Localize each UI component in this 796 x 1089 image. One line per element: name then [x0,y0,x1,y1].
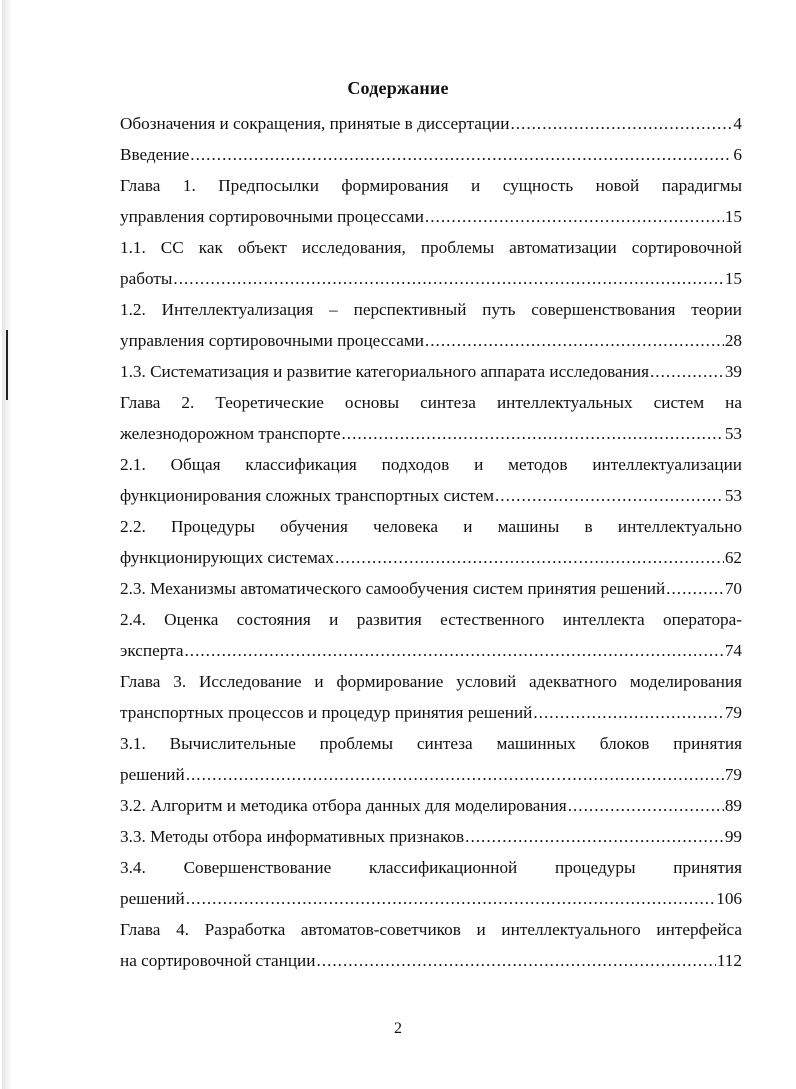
toc-entry-text: эксперта [120,641,184,660]
toc-entry-line [120,418,742,449]
toc-entry [120,790,742,821]
toc-entry-line [120,759,742,790]
dot-leader [465,821,724,852]
toc-entry [120,170,742,232]
toc-entry-line: 2.2. Процедуры обучения человека и машины в интеллектуально [120,517,742,536]
dot-leader [341,418,723,449]
toc-entry [120,914,742,976]
toc-entry-text: управления сортировочными процессами [120,331,424,350]
dot-leader [173,263,723,294]
toc-entry-line [120,945,742,976]
dot-leader [510,108,732,139]
toc-entry-page: 6 [733,145,742,164]
toc-entry-page: 99 [724,827,742,846]
toc-entry-line [120,821,742,852]
toc-entry-page: 4 [733,114,742,133]
toc-entry [120,387,742,449]
toc-entry-text: управления сортировочными процессами [120,207,424,226]
toc-entry-text: решений [120,765,185,784]
toc-entry-text: 3.2. Алгоритм и методика отбора данных для моделирования [120,796,567,815]
dot-leader [425,325,724,356]
toc-entry-text: решений [120,889,185,908]
scan-shadow [2,0,12,1089]
table-of-contents [120,108,742,976]
toc-entry-line [120,108,742,139]
toc-entry [120,852,742,914]
toc-entry-line [120,356,742,387]
toc-entry-text: функционирующих системах [120,548,334,567]
toc-entry [120,294,742,356]
toc-entry [120,232,742,294]
page-number: 2 [394,1020,402,1037]
toc-entry-page: 53 [724,424,742,443]
toc-entry-line: Глава 4. Разработка автоматов-советчиков и интеллектуального интерфейса [120,920,742,939]
page-title: Содержание [347,78,449,98]
toc-entry-line [120,635,742,666]
toc-entry-line: 1.2. Интеллектуализация – перспективный путь совершенствования теории [120,300,742,319]
toc-entry-line: Глава 3. Исследование и формирование условий адекватного моделирования [120,672,742,691]
toc-entry [120,356,742,387]
toc-entry-page: 89 [724,796,742,815]
toc-entry [120,139,742,170]
toc-entry-line [120,263,742,294]
toc-entry-line: 3.4. Совершенствование классификационной процедуры принятия [120,858,742,877]
toc-entry-line: Глава 2. Теоретические основы синтеза интеллектуальных систем на [120,393,742,412]
toc-entry-line [120,697,742,728]
toc-entry-line: 2.1. Общая классификация подходов и методов интеллектуализации [120,455,742,474]
toc-entry-text: 1.3. Систематизация и развитие категориального аппарата исследования [120,362,649,381]
toc-entry-page: 74 [724,641,742,660]
toc-entry [120,728,742,790]
toc-entry-line [120,573,742,604]
toc-entry-page: 62 [724,548,742,567]
toc-entry-line [120,139,742,170]
dot-leader [316,945,715,976]
dot-leader [650,356,724,387]
toc-entry-text: Обозначения и сокращения, принятые в диссертации [120,114,510,133]
dot-leader [425,201,724,232]
toc-entry-line [120,201,742,232]
toc-entry-line [120,542,742,573]
dot-leader [495,480,724,511]
dot-leader [568,790,724,821]
dot-leader [335,542,724,573]
toc-entry-page: 39 [724,362,742,381]
toc-entry-line [120,790,742,821]
toc-entry-line: 3.1. Вычислительные проблемы синтеза машинных блоков принятия [120,734,742,753]
toc-entry-page: 15 [724,207,742,226]
toc-entry [120,511,742,573]
toc-entry-text: на сортировочной станции [120,951,316,970]
dot-leader [190,139,732,170]
toc-entry-line: 2.4. Оценка состояния и развития естественного интеллекта оператора- [120,610,742,629]
dot-leader [186,883,716,914]
toc-entry [120,821,742,852]
dot-leader [186,759,724,790]
toc-entry-text: 3.3. Методы отбора информативных признаков [120,827,465,846]
toc-entry-line [120,325,742,356]
toc-entry [120,604,742,666]
toc-entry-text: работы [120,269,173,288]
toc-entry-line: 1.1. СС как объект исследования, проблемы автоматизации сортировочной [120,238,742,257]
dot-leader [666,573,724,604]
toc-entry-line: Глава 1. Предпосылки формирования и сущность новой парадигмы [120,176,742,195]
toc-entry [120,449,742,511]
toc-entry-line [120,480,742,511]
toc-entry-page: 53 [724,486,742,505]
toc-entry-page: 79 [724,765,742,784]
dot-leader [184,635,723,666]
toc-entry-text: транспортных процессов и процедур принятия решений [120,703,533,722]
toc-entry-page: 112 [716,951,742,970]
toc-entry-page: 106 [716,889,742,908]
dot-leader [533,697,723,728]
toc-entry-text: железнодорожном транспорте [120,424,341,443]
toc-entry [120,666,742,728]
toc-entry-text: Введение [120,145,190,164]
toc-entry-page: 28 [724,331,742,350]
toc-entry [120,573,742,604]
toc-entry-text: функционирования сложных транспортных систем [120,486,494,505]
toc-entry-line [120,883,742,914]
toc-entry-page: 79 [724,703,742,722]
toc-entry-page: 70 [724,579,742,598]
toc-entry-page: 15 [724,269,742,288]
toc-entry-text: 2.3. Механизмы автоматического самообучения систем принятия решений [120,579,666,598]
toc-entry [120,108,742,139]
scan-mark [6,330,8,400]
